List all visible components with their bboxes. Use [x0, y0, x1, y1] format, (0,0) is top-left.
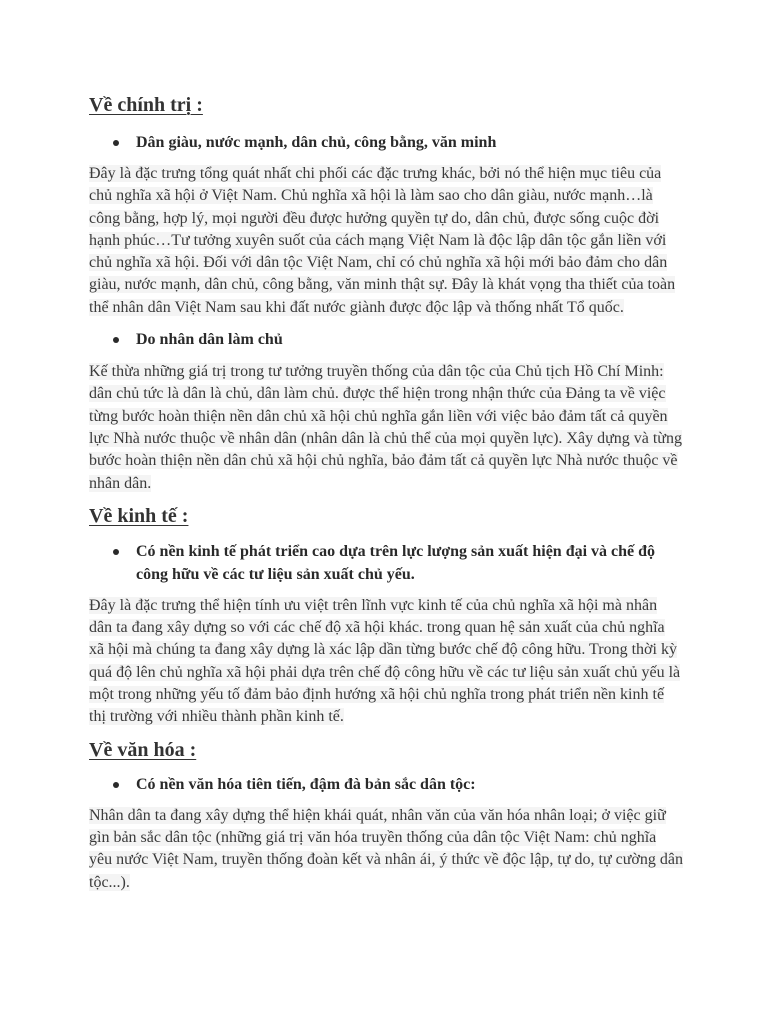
body-paragraph — [89, 361, 683, 495]
paragraph-text: Đây là đặc trưng thể hiện tính ưu việt trên lĩnh vực kinh tế của chủ nghĩa xã hội mà nhân dân ta đang xây dựng so với các chế độ xã hội khác. trong quan hệ sản xuất của chủ nghĩa xã hội mà chúng ta đang xây dựng là xác lập dần từng bước chế độ công hữu. Trong thời kỳ quá độ lên chủ nghĩa xã hội phải dựa trên chế độ công hữu về các tư liệu sản xuất chủ yếu là một trong những yếu tố đảm bảo định hướng xã hội chủ nghĩa trong phát triển nền kinh tế thị trường với nhiều thành phần kinh tế. — [89, 596, 681, 726]
document-page — [89, 92, 683, 894]
bullet-dot-icon — [113, 549, 119, 555]
body-paragraph — [89, 163, 683, 319]
paragraph-text: Nhân dân ta đang xây dựng thể hiện khái quát, nhân văn của văn hóa nhân loại; ở việc giữ gìn bản sắc dân tộc (những giá trị văn hóa truyền thống của dân tộc Việt Nam: chủ nghĩa yêu nước Việt Nam, truyền thống đoàn kết và nhân ái, ý thức về độc lập, tự do, tự cường dân tộc...). — [89, 806, 683, 891]
bullet-dot-icon — [113, 140, 119, 146]
section-heading-culture: Về văn hóa : — [89, 738, 197, 761]
paragraph-text: Đây là đặc trưng tổng quát nhất chi phối các đặc trưng khác, bởi nó thể hiện mục tiêu của chủ nghĩa xã hội ở Việt Nam. Chủ nghĩa xã hội là làm sao cho dân giàu, nước mạnh…là công bằng, hợp lý, mọi người đều được hưởng quyền tự do, dân chủ, được sống cuộc đời hạnh phúc…Tư tưởng xuyên suốt của cách mạng Việt Nam là độc lập dân tộc gắn liền với chủ nghĩa xã hội. Đối với dân tộc Việt Nam, chỉ có chủ nghĩa xã hội mới bảo đảm cho dân giàu, nước mạnh, dân chủ, công bằng, văn minh thật sự. Đây là khát vọng tha thiết của toàn thể nhân dân Việt Nam sau khi đất nước giành được độc lập và thống nhất Tổ quốc. — [89, 165, 676, 316]
bullet-item — [89, 773, 683, 796]
bullet-dot-icon — [113, 337, 119, 343]
bullet-text: Dân giàu, nước mạnh, dân chủ, công bằng, văn minh — [136, 134, 497, 151]
body-paragraph — [89, 805, 683, 894]
bullet-text: Do nhân dân làm chủ — [136, 331, 283, 349]
bullet-item — [89, 540, 683, 586]
section-heading-economy: Về kinh tế : — [89, 504, 189, 527]
bullet-item — [89, 131, 683, 154]
bullet-item — [89, 328, 683, 351]
bullet-text: Có nền kinh tế phát triển cao dựa trên lực lượng sản xuất hiện đại và chế độ công hữu về các tư liệu sản xuất chủ yếu. — [136, 542, 656, 583]
paragraph-text: Kế thừa những giá trị trong tư tưởng truyền thống của dân tộc của Chủ tịch Hồ Chí Minh: dân chủ tức là dân là chủ, dân làm chủ. được thể hiện trong nhận thức của Đảng ta về việc từng bước hoàn thiện nền dân chủ xã hội chủ nghĩa gắn liền với việc bảo đảm tất cả quyền lực Nhà nước thuộc về nhân dân (nhân dân là chủ thể của mọi quyền lực). Xây dựng và từng bước hoàn thiện nền dân chủ xã hội chủ nghĩa, bảo đảm tất cả quyền lực Nhà nước thuộc về nhân dân. — [89, 363, 682, 492]
bullet-text: Có nền văn hóa tiên tiến, đậm đà bản sắc dân tộc: — [136, 775, 476, 793]
bullet-dot-icon — [113, 782, 119, 788]
section-heading-politics: Về chính trị : — [89, 94, 203, 116]
body-paragraph — [89, 595, 683, 729]
